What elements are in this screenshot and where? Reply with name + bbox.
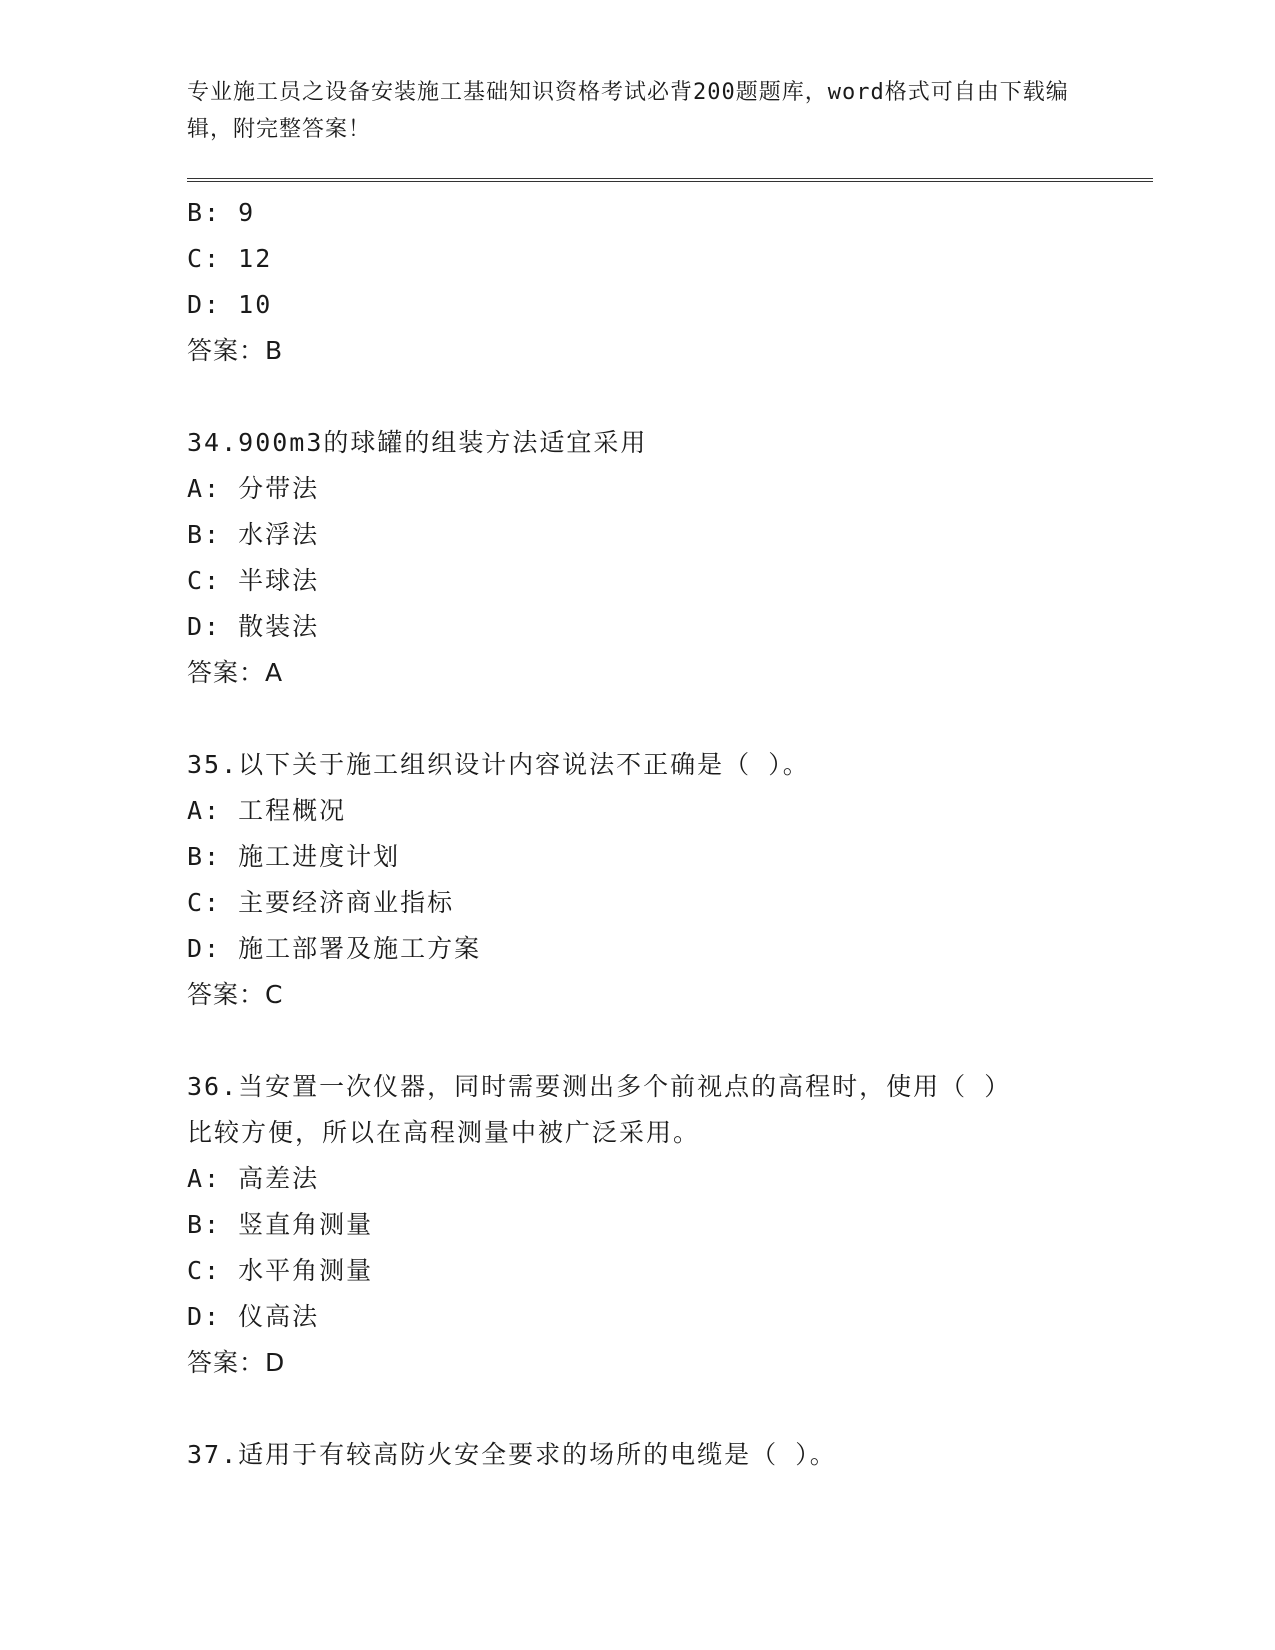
option-a: A: 高差法: [187, 1164, 320, 1193]
option-d: D: 散装法: [187, 612, 320, 641]
question-33-tail: [187, 190, 1153, 374]
option-a: A: 工程概况: [187, 796, 347, 825]
option-b: B: 9: [187, 198, 256, 227]
question-stem: 35.以下关于施工组织设计内容说法不正确是（ ）。: [187, 750, 810, 779]
header-divider: [187, 178, 1153, 182]
question-stem: 37.适用于有较高防火安全要求的场所的电缆是（ ）。: [187, 1440, 837, 1469]
answer-line: 答案：B: [187, 336, 284, 365]
option-c: C: 半球法: [187, 566, 320, 595]
question-list: [187, 190, 1153, 1478]
option-c: C: 12: [187, 244, 273, 273]
question-37: [187, 1432, 1153, 1478]
question-36: [187, 1064, 1153, 1386]
question-35: [187, 742, 1153, 1018]
spacer: [187, 696, 1153, 742]
spacer: [187, 1386, 1153, 1432]
question-stem: 34.900m3的球罐的组装方法适宜采用: [187, 428, 648, 457]
option-d: D: 10: [187, 290, 273, 319]
option-b: B: 竖直角测量: [187, 1210, 374, 1239]
option-b: B: 施工进度计划: [187, 842, 401, 871]
option-d: D: 施工部署及施工方案: [187, 934, 482, 963]
option-c: C: 水平角测量: [187, 1256, 374, 1285]
answer-line: 答案：A: [187, 658, 284, 687]
question-34: [187, 420, 1153, 696]
option-b: B: 水浮法: [187, 520, 320, 549]
answer-line: 答案：D: [187, 1348, 286, 1377]
question-stem-line-2: 比较方便，所以在高程测量中被广泛采用。: [187, 1118, 701, 1147]
answer-line: 答案：C: [187, 980, 284, 1009]
option-a: A: 分带法: [187, 474, 320, 503]
document-header-title: 专业施工员之设备安装施工基础知识资格考试必背200题题库，word格式可自由下载编辑，附完整答案！: [187, 80, 1069, 142]
question-stem-line-1: 36.当安置一次仪器，同时需要测出多个前视点的高程时，使用（ ）: [187, 1072, 1012, 1101]
option-c: C: 主要经济商业指标: [187, 888, 455, 917]
option-d: D: 仪高法: [187, 1302, 320, 1331]
spacer: [187, 1018, 1153, 1064]
spacer: [187, 374, 1153, 420]
